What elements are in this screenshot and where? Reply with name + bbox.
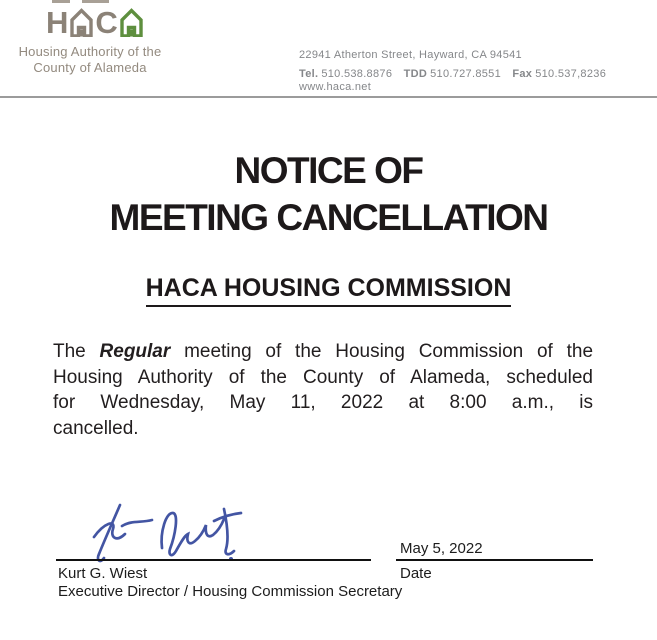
title-line-1: NOTICE OF — [234, 150, 423, 191]
tel-number: 510.538.8876 — [321, 68, 393, 80]
handwritten-signature-icon — [78, 502, 256, 566]
website-text: www.haca.net — [299, 81, 372, 93]
house-icon-gray — [70, 8, 93, 37]
tdd-label: TDD — [403, 68, 428, 80]
body-line-4: cancelled. — [53, 417, 139, 439]
notice-body — [53, 339, 593, 441]
body-line-2: Housing Authority of the County of Alameda, scheduled — [53, 366, 593, 388]
signer-title: Executive Director / Housing Commission Secretary — [58, 583, 403, 600]
house-icon-green — [120, 8, 143, 37]
logo-crop-mark — [52, 0, 70, 3]
haca-logo — [46, 5, 143, 40]
emphasis-regular: Regular — [99, 341, 171, 362]
body-line-1-after: meeting of the Housing Commission of the — [184, 341, 594, 362]
logo-letter-c: C — [95, 5, 118, 40]
address-line: 22941 Atherton Street, Hayward, CA 94541 — [299, 49, 522, 61]
date-line — [396, 559, 593, 561]
signature-line — [56, 559, 371, 561]
notice-title — [0, 147, 657, 241]
contact-info — [299, 49, 657, 94]
fax-number: 510.537,8236 — [535, 68, 607, 80]
date-value: May 5, 2022 — [400, 540, 483, 557]
body-line-1-before: The — [53, 341, 86, 362]
logo-tagline — [14, 44, 166, 75]
logo-crop-mark — [82, 0, 109, 3]
header-divider — [0, 96, 657, 98]
logo-letter-h: H — [46, 5, 69, 40]
title-line-2: MEETING CANCELLATION — [109, 197, 548, 238]
fax-label: Fax — [512, 68, 533, 80]
tel-label: Tel. — [299, 68, 319, 80]
notice-subtitle — [0, 274, 657, 307]
tagline-line-2: County of Alameda — [33, 59, 147, 75]
phone-fax-line — [299, 68, 657, 94]
body-line-1 — [53, 339, 593, 365]
subtitle-text: HACA HOUSING COMMISSION — [146, 274, 512, 307]
tdd-number: 510.727.8551 — [430, 68, 501, 80]
signer-name: Kurt G. Wiest — [58, 565, 148, 582]
body-line-3: for Wednesday, May 11, 2022 at 8:00 a.m., is — [53, 392, 593, 413]
tagline-line-1: Housing Authority of the — [18, 44, 162, 59]
date-label: Date — [400, 565, 432, 582]
